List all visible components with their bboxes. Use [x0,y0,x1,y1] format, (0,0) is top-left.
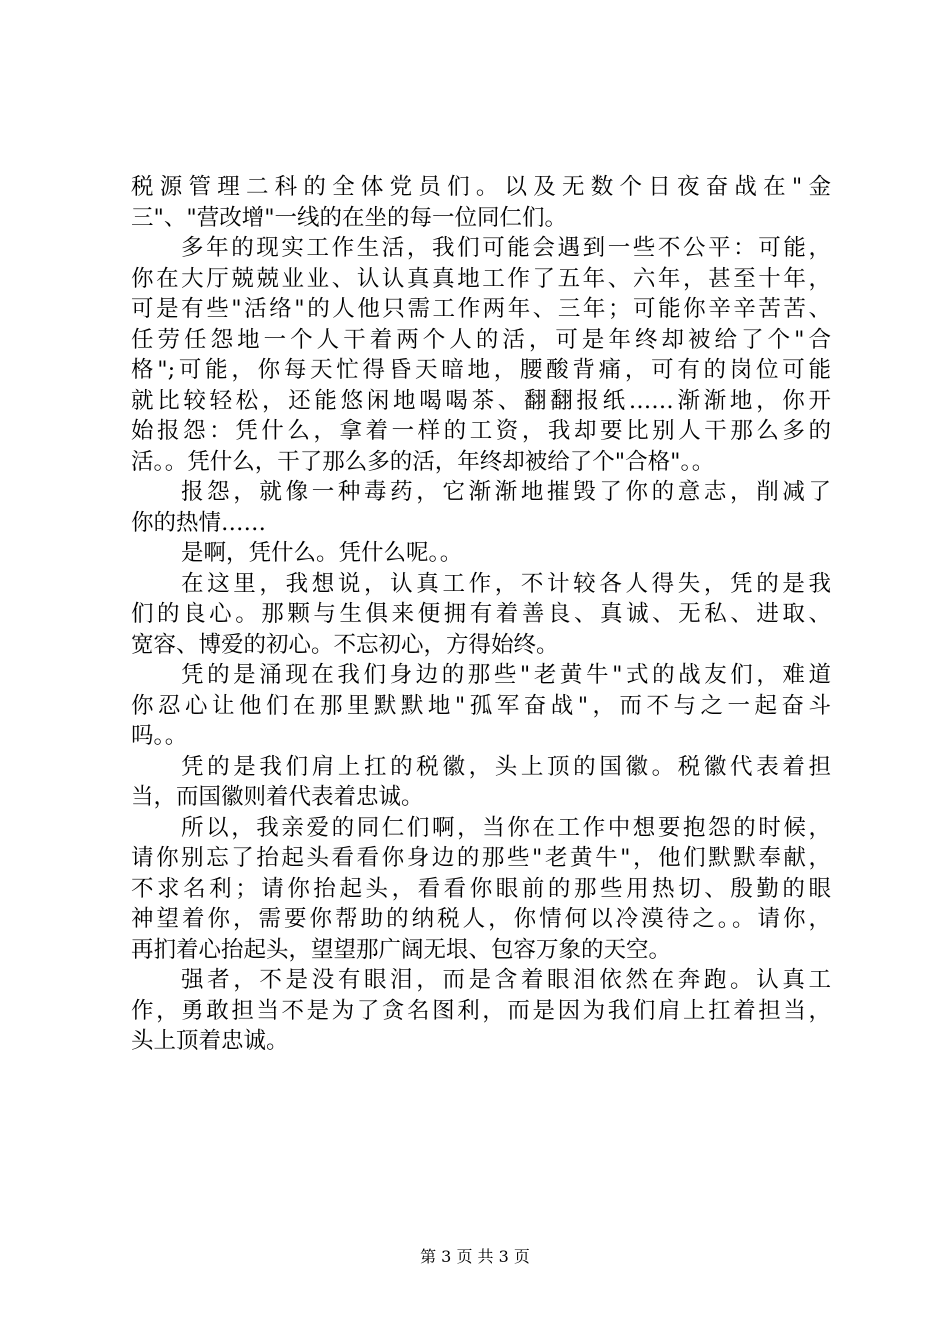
paragraph-start-line: 凭的是涌现在我们身边的那些"老黄牛"式的战友们，难道 [181,662,831,688]
paragraph-start-line: 是啊，凭什么。凭什么呢。。 [181,540,463,566]
paragraph-start-line: 在这里，我想说，认真工作，不计较各人得失，凭的是我 [181,570,831,597]
text-line: 税源管理二科的全体党员们。以及无数个日夜奋战在"金 [131,174,831,200]
text-line: 三"、"营改增"一线的在坐的每一位同仁们。 [131,204,568,231]
page-number-label: 第 3 页 共 3 页 [420,1247,530,1266]
paragraph-start-line: 报怨，就像一种毒药，它渐渐地摧毁了你的意志，削减了 [181,479,831,505]
text-line: 请你别忘了抬起头看看你身边的那些"老黄牛"，他们默默奉献， [131,845,831,871]
text-line: 就比较轻松，还能悠闲地喝喝茶、翻翻报纸……渐渐地，你开 [131,387,831,414]
text-line: 吗。。 [131,723,188,749]
text-line: 不求名利；请你抬起头，看看你眼前的那些用热切、殷勤的眼 [131,875,831,902]
text-line: 任劳任怨地一个人干着两个人的活，可是年终却被给了个"合 [131,326,831,353]
paragraph-start-line: 多年的现实工作生活，我们可能会遇到一些不公平：可能， [181,235,831,261]
text-line: 再扪着心抬起头，望望那广阔无垠、包容万象的天空。 [131,936,672,963]
text-line: 当，而国徽则着代表着忠诚。 [131,784,424,810]
text-line: 你忍心让他们在那里默默地"孤军奋战"，而不与之一起奋斗 [131,692,831,719]
paragraph-start-line: 强者，不是没有眼泪，而是含着眼泪依然在奔跑。认真工 [181,967,831,993]
text-line: 格";可能，你每天忙得昏天暗地，腰酸背痛，可有的岗位可能 [131,357,831,383]
document-body [131,172,831,1057]
paragraph-start-line: 凭的是我们肩上扛的税徽，头上顶的国徽。税徽代表着担 [181,753,831,780]
text-line: 宽容、博爱的初心。不忘初心，方得始终。 [131,631,559,658]
paragraph-start-line: 所以，我亲爱的同仁们啊，当你在工作中想要抱怨的时候， [181,814,831,841]
text-line: 作，勇敢担当不是为了贪名图利，而是因为我们肩上扛着担当， [131,997,831,1024]
text-line: 你的热情…… [131,509,267,536]
text-line: 你在大厅兢兢业业、认认真真地工作了五年、六年，甚至十年， [131,265,831,292]
text-line: 可是有些"活络"的人他只需工作两年、三年；可能你辛辛苦苦、 [131,296,831,322]
page-footer [0,1244,950,1267]
text-line: 头上顶着忠诚。 [131,1028,289,1054]
text-line: 神望着你，需要你帮助的纳税人，你情何以冷漠待之。。请你， [131,906,831,932]
text-line: 们的良心。那颗与生俱来便拥有着善良、真诚、无私、进取、 [131,601,831,627]
text-line: 始报怨：凭什么，拿着一样的工资，我却要比别人干那么多的 [131,418,831,444]
text-line: 活。。凭什么，干了那么多的活，年终却被给了个"合格"。。 [131,448,715,475]
